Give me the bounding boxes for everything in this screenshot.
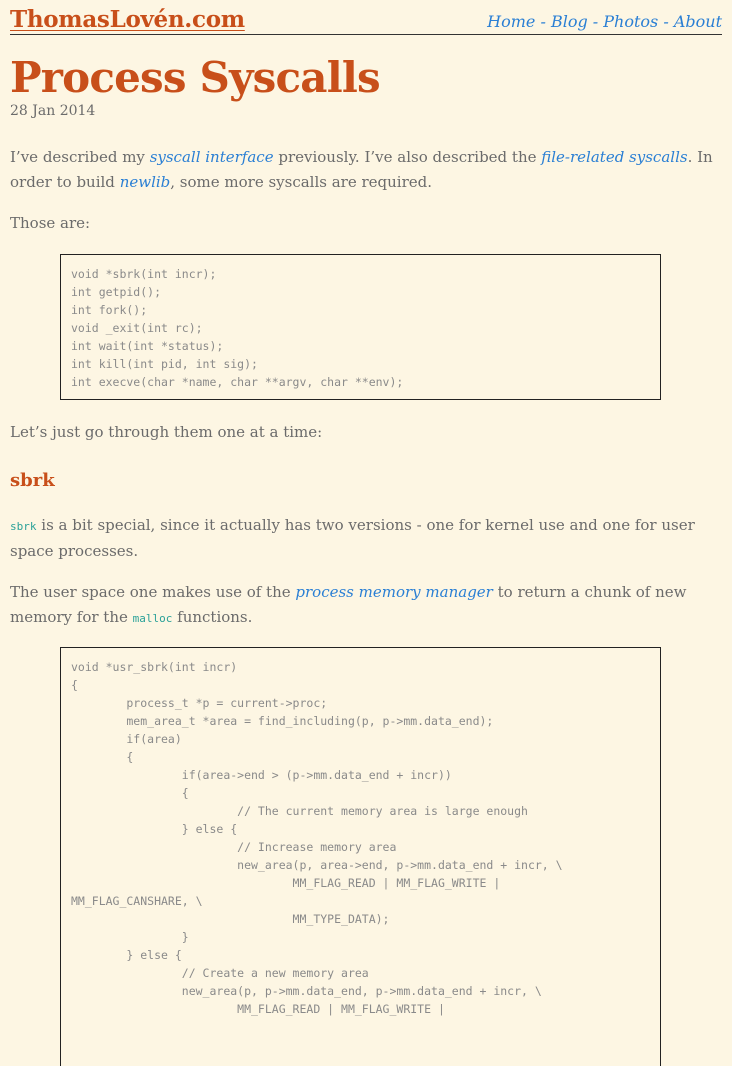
code-line: new_area(p, area->end, p->mm.data_end + incr, \ xyxy=(71,858,563,872)
those-are-paragraph: Those are: xyxy=(10,214,91,232)
nav-blog-link[interactable]: Blog xyxy=(550,12,588,31)
nav-home-link[interactable]: Home xyxy=(487,12,536,31)
go-through-paragraph: Let’s just go through them one at a time: xyxy=(10,423,323,441)
nav-separator: - xyxy=(535,12,551,31)
code-line: int wait(int *status); xyxy=(71,339,224,353)
code-line: MM_FLAG_READ | MM_FLAG_WRITE | xyxy=(71,876,508,890)
nav-photos-link[interactable]: Photos xyxy=(603,12,659,31)
code-line: void *sbrk(int incr); xyxy=(71,267,217,281)
code-line: } else { xyxy=(71,822,238,836)
page xyxy=(10,0,722,1066)
intro-text: previously. I’ve also described the xyxy=(273,148,542,166)
code-line: // Create a new memory area xyxy=(71,966,369,980)
site-header xyxy=(10,0,722,35)
code-line: void _exit(int rc); xyxy=(71,321,203,335)
code-line: } else { xyxy=(71,948,182,962)
code-line: { xyxy=(71,678,78,692)
code-line: new_area(p, p->mm.data_end, p->mm.data_end + incr, \ xyxy=(71,984,542,998)
user-space-text: functions. xyxy=(172,608,253,626)
intro-text: , some more syscalls are required. xyxy=(170,173,433,191)
sbrk-heading: sbrk xyxy=(10,470,55,491)
code-line: // Increase memory area xyxy=(71,840,397,854)
code-line: int getpid(); xyxy=(71,285,162,299)
intro-paragraph xyxy=(10,145,722,195)
code-line: mem_area_t *area = find_including(p, p->mm.data_end); xyxy=(71,714,494,728)
sbrk-paragraph xyxy=(10,513,722,564)
code-line: { xyxy=(71,786,189,800)
user-space-text: The user space one makes use of the xyxy=(10,583,296,601)
file-related-syscalls-link[interactable]: file-related syscalls xyxy=(541,148,688,166)
code-line: { xyxy=(71,750,134,764)
usr-sbrk-code-block xyxy=(60,647,661,1066)
intro-text: . In order to build xyxy=(10,148,713,191)
post-title: Process Syscalls xyxy=(10,53,380,102)
syscall-list-code-block xyxy=(60,254,661,400)
code-line: int kill(int pid, int sig); xyxy=(71,357,258,371)
code-line: if(area->end > (p->mm.data_end + incr)) xyxy=(71,768,452,782)
nav-separator: - xyxy=(587,12,604,31)
intro-text: I’ve described my xyxy=(10,148,150,166)
code-line: int fork(); xyxy=(71,303,148,317)
process-memory-manager-link[interactable]: process memory manager xyxy=(295,583,493,601)
code-line: int execve(char *name, char **argv, char **env); xyxy=(71,375,404,389)
code-line: MM_FLAG_CANSHARE, \ xyxy=(71,894,203,908)
newlib-link[interactable]: newlib xyxy=(119,173,171,191)
code-line: if(area) xyxy=(71,732,182,746)
code-line: MM_FLAG_READ | MM_FLAG_WRITE | xyxy=(71,1002,452,1016)
nav-about-link[interactable]: About xyxy=(673,12,722,31)
sbrk-text: is a bit special, since it actually has two versions - one for kernel use and one for user space processes. xyxy=(10,516,695,560)
code-line: MM_TYPE_DATA); xyxy=(71,912,390,926)
inline-code-malloc: malloc xyxy=(132,612,173,625)
code-line: void *usr_sbrk(int incr) xyxy=(71,660,238,674)
code-line: // The current memory area is large enough xyxy=(71,804,528,818)
inline-code-sbrk: sbrk xyxy=(10,520,37,533)
nav-separator: - xyxy=(658,12,674,31)
post-date: 28 Jan 2014 xyxy=(10,103,96,119)
code-line: process_t *p = current->proc; xyxy=(71,696,328,710)
syscall-interface-link[interactable]: syscall interface xyxy=(149,148,274,166)
code-line: } xyxy=(71,930,189,944)
user-space-text: to return a chunk of new memory for the xyxy=(10,583,687,626)
user-space-paragraph xyxy=(10,580,722,631)
site-nav xyxy=(487,12,722,31)
site-title-link[interactable]: ThomasLovén.com xyxy=(10,6,245,33)
